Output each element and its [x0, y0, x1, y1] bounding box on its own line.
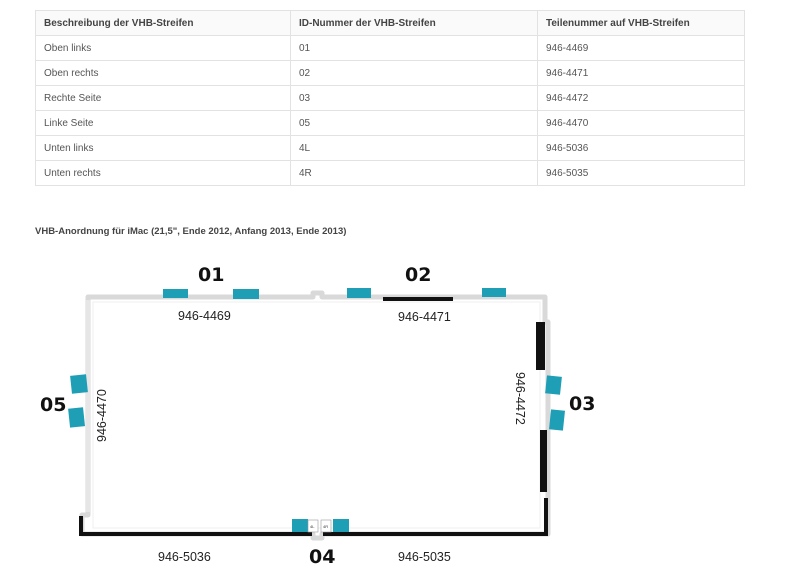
- part-number-05: 946-4470: [95, 389, 109, 442]
- table-cell: Oben rechts: [36, 61, 291, 86]
- column-header: ID-Nummer der VHB-Streifen: [291, 11, 538, 36]
- id-label-05: 05: [40, 394, 67, 416]
- table-cell: 946-4470: [538, 111, 745, 136]
- tab-4r-label: 4R: [323, 524, 329, 529]
- display-frame-outline: [82, 293, 548, 538]
- table-cell: 02: [291, 61, 538, 86]
- tab-03-lower: [549, 409, 565, 430]
- tab-01-right: [233, 289, 259, 299]
- part-number-02: 946-4471: [398, 310, 451, 324]
- tab-02-right: [482, 288, 506, 297]
- table-cell: 4L: [291, 136, 538, 161]
- table-cell: 946-4471: [538, 61, 745, 86]
- tab-05-lower: [68, 407, 85, 427]
- tab-04-left: [292, 519, 308, 532]
- table-cell: 946-5036: [538, 136, 745, 161]
- strip-02-top: [383, 297, 453, 301]
- diagram-title: VHB-Anordnung für iMac (21,5", Ende 2012, Anfang 2013, Ende 2013): [35, 226, 347, 237]
- strip-4r-bottom: [323, 532, 547, 536]
- table-cell: Unten links: [36, 136, 291, 161]
- id-label-02: 02: [405, 264, 432, 286]
- table-cell: 946-4469: [538, 36, 745, 61]
- strip-03-right: [536, 322, 545, 370]
- part-number-03: 946-4472: [513, 372, 527, 425]
- id-label-04: 04: [309, 546, 336, 568]
- strip-03-right-lower: [540, 430, 547, 492]
- strip-4l-corner: [79, 516, 83, 536]
- table-cell: 946-5035: [538, 161, 745, 186]
- part-number-4r: 946-5035: [398, 550, 451, 564]
- table-cell: Unten rechts: [36, 161, 291, 186]
- tab-03-upper: [545, 375, 562, 394]
- tab-4l-label: 4L: [310, 524, 315, 529]
- table-cell: Oben links: [36, 36, 291, 61]
- tab-01-left: [163, 289, 188, 298]
- tab-04-right: [333, 519, 349, 532]
- strip-4l-bottom: [80, 532, 312, 536]
- table-cell: 03: [291, 86, 538, 111]
- table-cell: 946-4472: [538, 86, 745, 111]
- part-number-01: 946-4469: [178, 309, 231, 323]
- table-cell: 4R: [291, 161, 538, 186]
- part-number-4l: 946-5036: [158, 550, 211, 564]
- table-cell: Rechte Seite: [36, 86, 291, 111]
- table-cell: Linke Seite: [36, 111, 291, 136]
- id-label-03: 03: [569, 393, 596, 415]
- strip-4r-corner: [544, 498, 548, 536]
- strip-05-left: [86, 300, 90, 512]
- display-frame-inner-line: [93, 302, 540, 528]
- id-label-01: 01: [198, 264, 225, 286]
- table-cell: 01: [291, 36, 538, 61]
- table-cell: 05: [291, 111, 538, 136]
- tab-02-left: [347, 288, 371, 298]
- column-header: Teilenummer auf VHB-Streifen: [538, 11, 745, 36]
- column-header: Beschreibung der VHB-Streifen: [36, 11, 291, 36]
- tab-05-upper: [70, 374, 88, 394]
